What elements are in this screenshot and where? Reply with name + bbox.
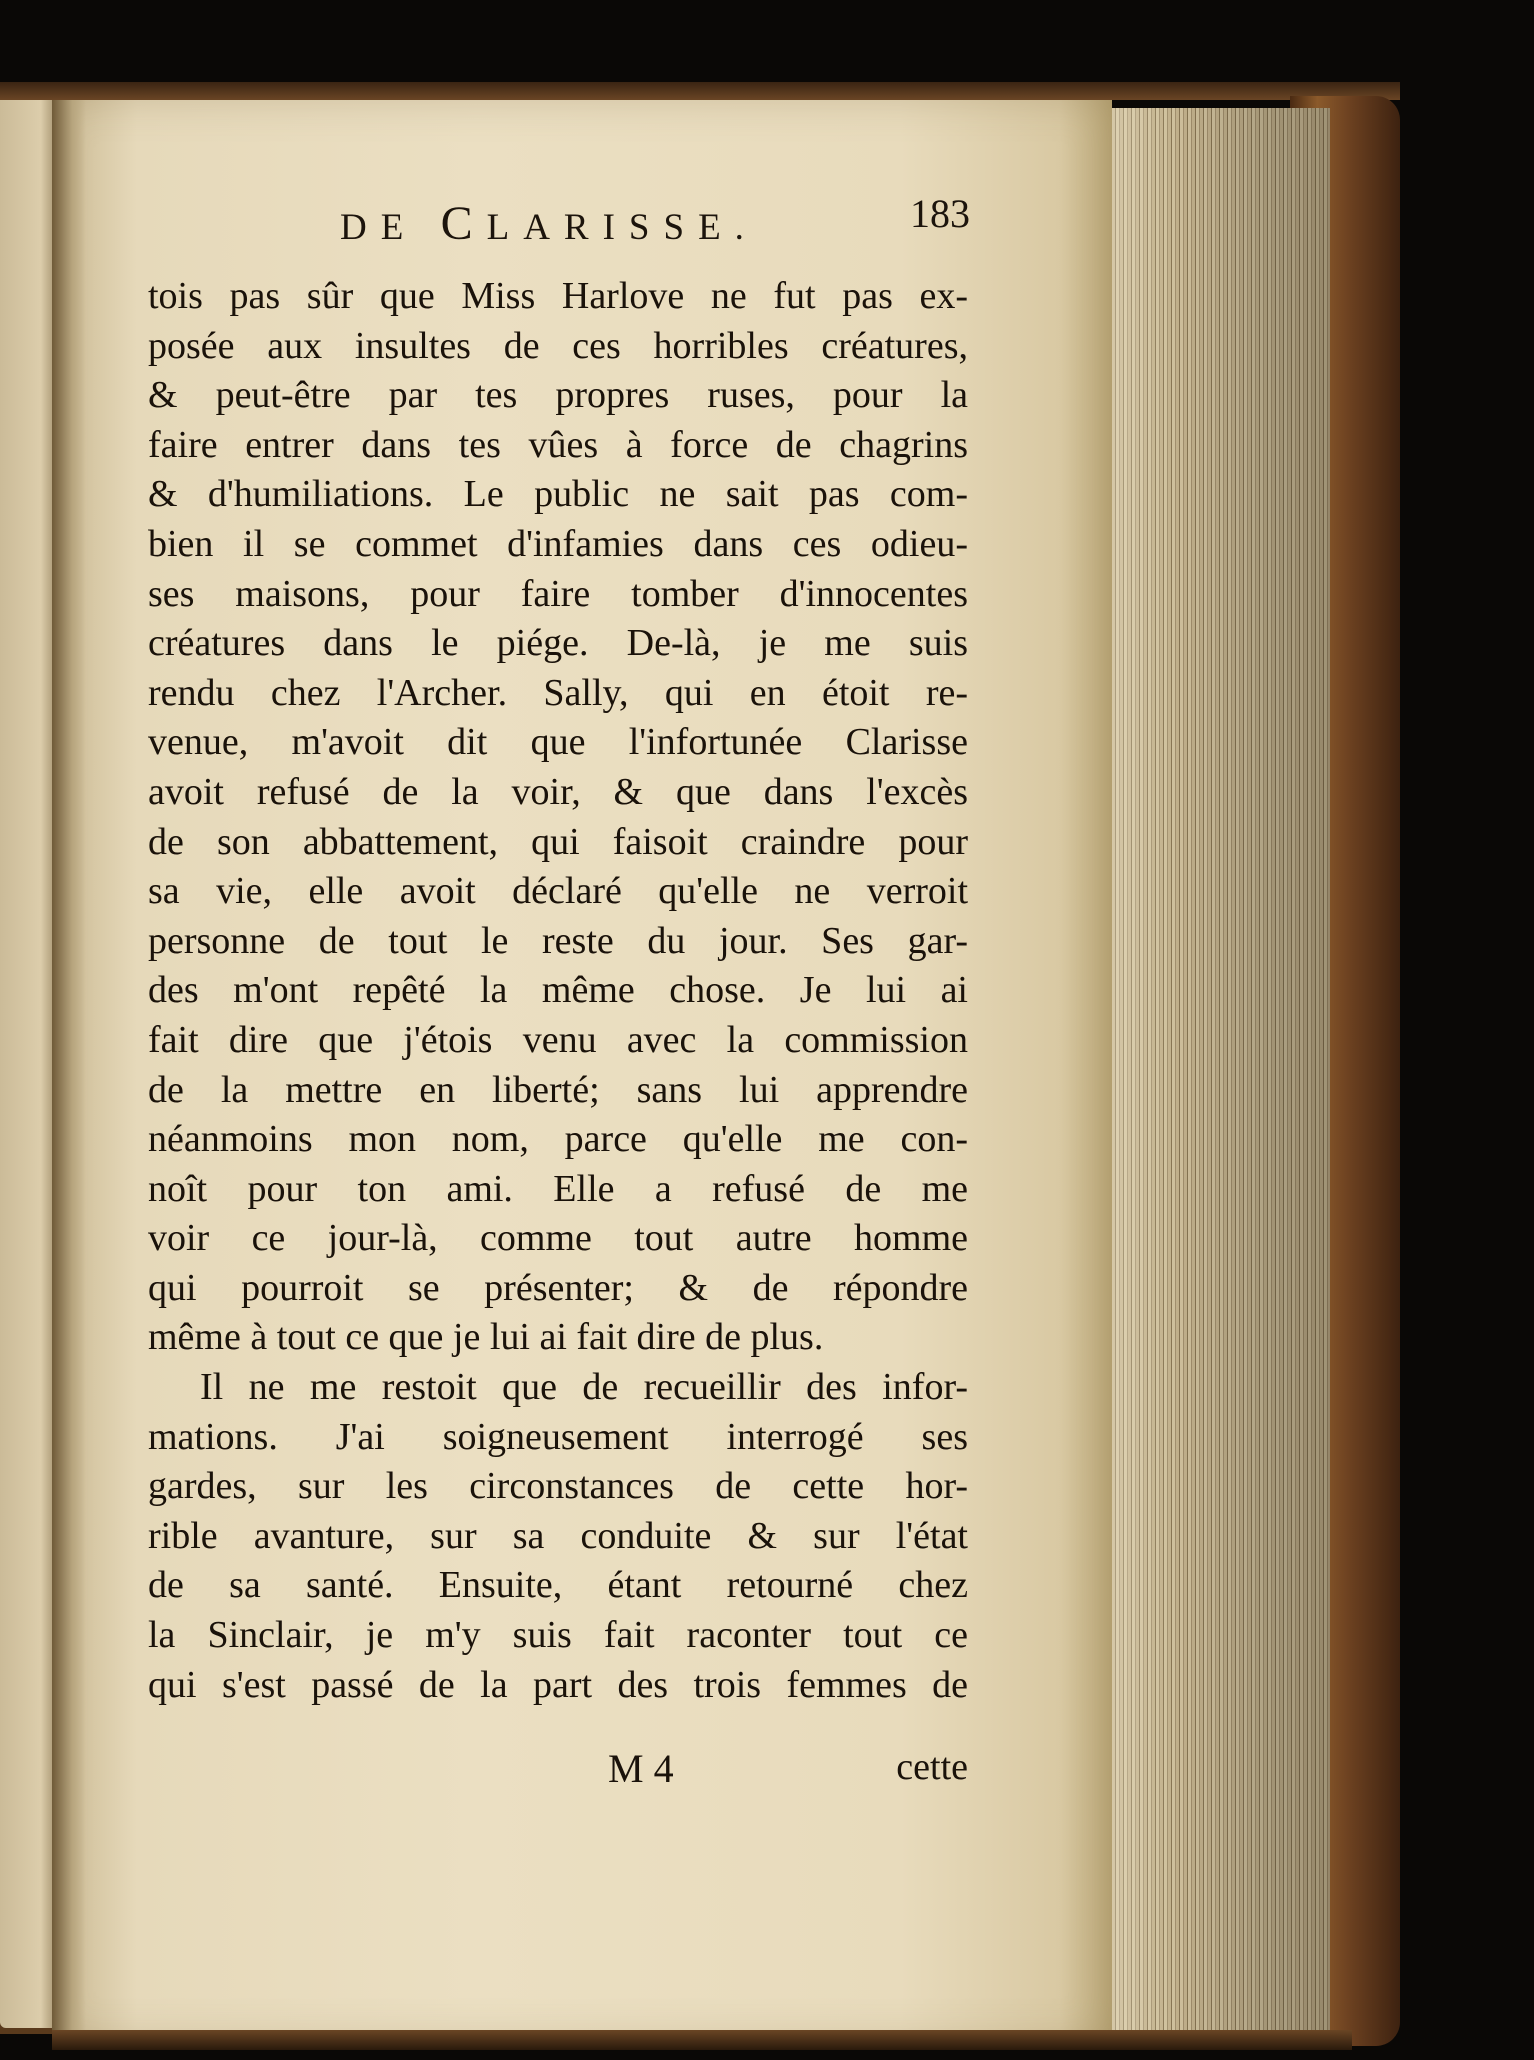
text-line: & peut-être par tes propres ruses, pour la bbox=[148, 374, 968, 417]
text-line: rendu chez l'Archer. Sally, qui en étoit re- bbox=[148, 671, 968, 714]
text-line: avoit refusé de la voir, & que dans l'excès bbox=[148, 770, 968, 813]
text-line: fait dire que j'étois venu avec la commission bbox=[148, 1018, 968, 1061]
catchword: cette bbox=[896, 1746, 968, 1788]
page-gutter bbox=[52, 100, 86, 2040]
text-line: qui s'est passé de la part des trois femmes de bbox=[148, 1663, 968, 1706]
text-line-paragraph-start: Il ne me restoit que de recueillir des infor- bbox=[200, 1366, 968, 1409]
page-number: 183 bbox=[910, 191, 970, 236]
text-line: de la mettre en liberté; sans lui apprendre bbox=[148, 1068, 968, 1111]
fore-edge-shading bbox=[1108, 108, 1330, 2038]
text-line: sa vie, elle avoit déclaré qu'elle ne verroit bbox=[148, 870, 968, 913]
text-line: créatures dans le piége. De-là, je me suis bbox=[148, 622, 968, 665]
text-line: tois pas sûr que Miss Harlove ne fut pas ex- bbox=[148, 275, 968, 317]
text-line: ses maisons, pour faire tomber d'innocentes bbox=[148, 572, 968, 615]
text-line: noît pour ton ami. Elle a refusé de me bbox=[148, 1167, 968, 1210]
text-line: même à tout ce que je lui ai fait dire de plus. bbox=[148, 1316, 824, 1359]
text-line: qui pourroit se présenter; & de répondre bbox=[148, 1266, 968, 1309]
text-line: mations. J'ai soigneusement interrogé ses bbox=[148, 1415, 968, 1458]
body-text bbox=[148, 272, 968, 1710]
text-line: de sa santé. Ensuite, étant retourné chez bbox=[148, 1564, 968, 1607]
text-line: de son abbattement, qui faisoit craindre pour bbox=[148, 820, 968, 863]
text-line: & d'humiliations. Le public ne sait pas com- bbox=[148, 473, 968, 516]
text-line: voir ce jour-là, comme tout autre homme bbox=[148, 1217, 968, 1260]
text-line: personne de tout le reste du jour. Ses gar- bbox=[148, 919, 968, 962]
text-line: la Sinclair, je m'y suis fait raconter tout ce bbox=[148, 1614, 968, 1657]
text-line: posée aux insultes de ces horribles créatures, bbox=[148, 324, 968, 367]
cover-top-edge bbox=[0, 82, 1400, 100]
page-footer bbox=[148, 1745, 968, 1795]
text-line: néanmoins mon nom, parce qu'elle me con- bbox=[148, 1118, 968, 1161]
running-head-title: LARISSE. bbox=[486, 207, 758, 248]
running-head-initial: C bbox=[440, 197, 487, 250]
running-head-prefix: DE bbox=[340, 207, 418, 248]
signature-mark: M 4 bbox=[608, 1746, 674, 1791]
text-line: des m'ont repêté la même chose. Je lui ai bbox=[148, 969, 968, 1012]
text-line: venue, m'avoit dit que l'infortunée Clarisse bbox=[148, 721, 968, 764]
text-line: bien il se commet d'infamies dans ces odieu- bbox=[148, 522, 968, 565]
text-line: gardes, sur les circonstances de cette hor- bbox=[148, 1465, 968, 1508]
text-line: faire entrer dans tes vûes à force de chagrins bbox=[148, 423, 968, 466]
text-line: rible avanture, sur sa conduite & sur l'état bbox=[148, 1514, 968, 1557]
cover-bottom-edge bbox=[52, 2030, 1352, 2050]
left-page-sliver bbox=[0, 88, 58, 2028]
